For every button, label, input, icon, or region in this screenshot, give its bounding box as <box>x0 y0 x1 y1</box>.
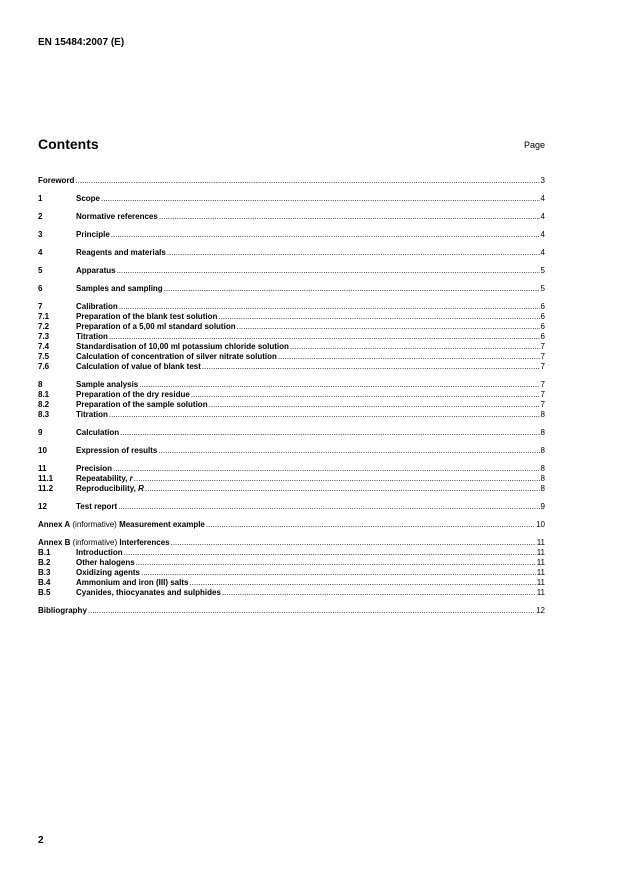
toc-entry[interactable] <box>38 230 545 240</box>
toc-entry-page: 11 <box>536 588 545 597</box>
toc-entry[interactable] <box>38 446 545 456</box>
toc-dot-leader <box>118 502 539 512</box>
toc-dot-leader <box>206 520 535 530</box>
toc-entry-page: 8 <box>540 428 545 437</box>
toc-entry-title-text: Standardisation of 10,00 ml potassium chloride solution <box>76 342 289 351</box>
toc-entry[interactable] <box>38 302 545 312</box>
toc-entry-number: B.4 <box>38 578 51 587</box>
toc-entry-title-text: Preparation of a 5,00 ml standard solution <box>76 322 236 331</box>
toc-entry[interactable] <box>38 606 545 616</box>
toc-entry-number: B.3 <box>38 568 51 577</box>
toc-dot-leader <box>75 176 539 186</box>
toc-dot-leader <box>237 322 540 332</box>
toc-entry-title <box>76 332 108 342</box>
toc-entry-title-text: Repeatability, <box>76 474 130 483</box>
toc-entry-page: 10 <box>536 520 545 529</box>
toc-entry-title <box>38 538 170 548</box>
toc-entry-title-text: Introduction <box>76 548 123 557</box>
toc-entry-number: 11.1 <box>38 474 54 483</box>
toc-entry[interactable] <box>38 400 545 410</box>
toc-entry-title-text: Expression of results <box>76 446 158 455</box>
toc-entry-number: 8.3 <box>38 410 50 419</box>
toc-entry-title-text: Ammonium and iron (III) salts <box>76 578 189 587</box>
toc-dot-leader <box>139 380 539 390</box>
toc-entry-title-text: Preparation of the blank test solution <box>76 312 218 321</box>
toc-entry-title-text: Calculation of concentration of silver nitrate solution <box>76 352 277 361</box>
toc-entry-number: 7.4 <box>38 342 50 351</box>
contents-title: Contents <box>38 136 99 152</box>
toc-dot-leader <box>278 352 540 362</box>
toc-entry-title <box>76 484 144 494</box>
toc-entry-number: 12 <box>38 502 47 511</box>
toc-entry-page: 8 <box>540 446 545 455</box>
toc-entry-title <box>76 248 166 258</box>
toc-entry-title <box>76 568 140 578</box>
toc-entry-annex-title: Interferences <box>119 538 170 547</box>
toc-entry-annex-type: (informative) <box>70 538 120 547</box>
toc-entry-page: 7 <box>540 352 545 361</box>
toc-entry-title-text: Calculation of value of blank test <box>76 362 201 371</box>
toc-entry-title <box>76 322 236 332</box>
toc-entry-page: 5 <box>540 284 545 293</box>
toc-entry-number: 2 <box>38 212 43 221</box>
toc-dot-leader <box>171 538 536 548</box>
toc-entry-number: 4 <box>38 248 43 257</box>
toc-entry-page: 11 <box>536 558 545 567</box>
toc-entry-title <box>76 312 217 322</box>
toc-dot-leader <box>222 588 536 598</box>
toc-entry-title <box>76 380 138 390</box>
toc-entry-page: 4 <box>540 230 545 239</box>
toc-entry-title-text: Principle <box>76 230 110 239</box>
toc-entry-title <box>76 410 108 420</box>
toc-dot-leader <box>167 248 540 258</box>
toc-entry[interactable] <box>38 176 545 186</box>
toc-entry-number: 7 <box>38 302 43 311</box>
toc-entry-number: 7.2 <box>38 322 50 331</box>
toc-entry-number: 7.6 <box>38 362 50 371</box>
toc-entry-number: 3 <box>38 230 43 239</box>
toc-entry[interactable] <box>38 322 545 332</box>
toc-dot-leader <box>141 568 536 578</box>
toc-entry-title-text: Scope <box>76 194 101 203</box>
toc-entry-title-text: Samples and sampling <box>76 284 163 293</box>
toc-entry-title <box>76 302 118 312</box>
toc-entry-title-text: Bibliography <box>38 606 87 615</box>
toc-entry-page: 6 <box>540 312 545 321</box>
toc-entry-number: B.5 <box>38 588 51 597</box>
document-header: EN 15484:2007 (E) <box>38 37 125 48</box>
table-of-contents <box>38 176 545 616</box>
toc-entry[interactable] <box>38 410 545 420</box>
toc-entry-title <box>76 362 201 372</box>
toc-dot-leader <box>218 312 539 322</box>
toc-entry[interactable] <box>38 194 545 204</box>
toc-entry-title-text: Normative references <box>76 212 158 221</box>
toc-entry-title <box>76 352 277 362</box>
toc-entry-title <box>76 578 188 588</box>
toc-entry-page: 9 <box>540 502 545 511</box>
toc-entry-page: 11 <box>536 538 545 547</box>
toc-entry[interactable] <box>38 474 545 484</box>
toc-entry-title-text: Cyanides, thiocyanates and sulphides <box>76 588 221 597</box>
toc-entry-page: 8 <box>540 410 545 419</box>
toc-entry-title <box>76 284 163 294</box>
toc-dot-leader <box>290 342 540 352</box>
toc-entry-title-text: Calibration <box>76 302 118 311</box>
toc-dot-leader <box>191 390 540 400</box>
toc-dot-leader <box>159 212 540 222</box>
toc-entry[interactable] <box>38 428 545 438</box>
toc-entry-number: 7.1 <box>38 312 50 321</box>
toc-entry-symbol: R <box>138 484 144 493</box>
toc-dot-leader <box>202 362 540 372</box>
toc-entry-title-text: Preparation of the sample solution <box>76 400 208 409</box>
toc-entry-number: 9 <box>38 428 43 437</box>
toc-entry-title-text: Reproducibility, <box>76 484 139 493</box>
toc-entry-number: 7.3 <box>38 332 50 341</box>
toc-entry-page: 12 <box>536 606 545 615</box>
toc-entry[interactable] <box>38 390 545 400</box>
toc-entry-page: 7 <box>540 390 545 399</box>
toc-entry-title-text: Test report <box>76 502 118 511</box>
toc-entry[interactable] <box>38 352 545 362</box>
toc-dot-leader <box>136 558 536 568</box>
toc-dot-leader <box>134 474 540 484</box>
toc-entry-page: 7 <box>540 380 545 389</box>
toc-dot-leader <box>120 428 539 438</box>
toc-entry[interactable] <box>38 312 545 322</box>
toc-dot-leader <box>113 464 540 474</box>
toc-dot-leader <box>209 400 540 410</box>
toc-entry-title <box>76 400 208 410</box>
toc-entry-title <box>76 446 157 456</box>
toc-dot-leader <box>111 230 540 240</box>
toc-entry-number: 7.5 <box>38 352 50 361</box>
toc-entry[interactable] <box>38 284 545 294</box>
toc-entry[interactable] <box>38 568 545 578</box>
toc-entry-title-text: Reagents and materials <box>76 248 166 257</box>
toc-entry-number: 11.2 <box>38 484 54 493</box>
toc-dot-leader <box>119 302 540 312</box>
toc-entry-title-text: Foreword <box>38 176 75 185</box>
toc-dot-leader <box>101 194 540 204</box>
toc-entry-number: 6 <box>38 284 43 293</box>
toc-entry-page: 4 <box>540 212 545 221</box>
toc-entry-title <box>76 390 190 400</box>
toc-entry-title <box>38 176 74 186</box>
toc-entry-number: 8.2 <box>38 400 50 409</box>
toc-entry[interactable] <box>38 380 545 390</box>
toc-entry-title <box>76 428 119 438</box>
toc-entry-annex-title: Measurement example <box>119 520 205 529</box>
toc-entry-title-text: Titration <box>76 332 108 341</box>
toc-entry[interactable] <box>38 548 545 558</box>
toc-entry-page: 8 <box>540 484 545 493</box>
toc-entry-page: 6 <box>540 332 545 341</box>
toc-entry-page: 6 <box>540 302 545 311</box>
toc-entry-number: 10 <box>38 446 47 455</box>
toc-entry[interactable] <box>38 266 545 276</box>
toc-entry-page: 3 <box>540 176 545 185</box>
toc-entry-title-text: Sample analysis <box>76 380 139 389</box>
toc-entry[interactable] <box>38 248 545 258</box>
toc-dot-leader <box>145 484 540 494</box>
toc-entry[interactable] <box>38 212 545 222</box>
toc-entry-title <box>76 230 110 240</box>
toc-entry[interactable] <box>38 588 545 598</box>
toc-entry-title-text: Other halogens <box>76 558 135 567</box>
toc-entry-annex-type: (informative) <box>70 520 120 529</box>
toc-entry-title-text: Calculation <box>76 428 120 437</box>
toc-entry-title <box>76 194 100 204</box>
toc-entry[interactable] <box>38 332 545 342</box>
toc-dot-leader <box>117 266 540 276</box>
toc-entry-page: 11 <box>536 568 545 577</box>
toc-entry-title-text: Oxidizing agents <box>76 568 141 577</box>
toc-entry-title <box>76 548 123 558</box>
toc-entry[interactable] <box>38 362 545 372</box>
toc-entry-page: 11 <box>536 578 545 587</box>
toc-entry-number: 11 <box>38 464 47 473</box>
toc-entry-title <box>76 342 289 352</box>
toc-dot-leader <box>124 548 536 558</box>
toc-entry-number: 8.1 <box>38 390 50 399</box>
toc-entry-page: 4 <box>540 194 545 203</box>
toc-entry-page: 4 <box>540 248 545 257</box>
toc-dot-leader <box>88 606 535 616</box>
toc-entry-page: 7 <box>540 362 545 371</box>
toc-dot-leader <box>158 446 539 456</box>
toc-entry-title <box>76 558 135 568</box>
toc-entry-title <box>76 588 221 598</box>
toc-entry-title <box>38 520 205 530</box>
toc-entry-title <box>76 502 117 512</box>
toc-entry-title <box>76 474 133 484</box>
toc-entry[interactable] <box>38 558 545 568</box>
toc-entry[interactable] <box>38 342 545 352</box>
toc-dot-leader <box>109 332 540 342</box>
toc-entry-title <box>76 464 112 474</box>
toc-entry-page: 7 <box>540 342 545 351</box>
toc-entry-number: 8 <box>38 380 43 389</box>
toc-dot-leader <box>109 410 540 420</box>
toc-entry-page: 5 <box>540 266 545 275</box>
toc-entry-title <box>38 606 87 616</box>
toc-entry[interactable] <box>38 520 545 530</box>
page-number: 2 <box>38 835 44 846</box>
toc-entry-number: B.1 <box>38 548 51 557</box>
toc-entry-title-text: Apparatus <box>76 266 116 275</box>
toc-entry-number: B.2 <box>38 558 51 567</box>
toc-entry-title-text: Precision <box>76 464 113 473</box>
toc-entry-title-text: Annex B <box>38 538 71 547</box>
page-column-label: Page <box>523 140 545 150</box>
toc-entry-page: 11 <box>536 548 545 557</box>
toc-entry-number: 5 <box>38 266 43 275</box>
toc-entry[interactable] <box>38 578 545 588</box>
toc-dot-leader <box>189 578 535 588</box>
toc-entry[interactable] <box>38 464 545 474</box>
toc-entry-title <box>76 212 158 222</box>
toc-entry-page: 8 <box>540 474 545 483</box>
toc-entry-title-text: Annex A <box>38 520 71 529</box>
toc-entry-page: 8 <box>540 464 545 473</box>
toc-entry[interactable] <box>38 538 545 548</box>
toc-entry-number: 1 <box>38 194 43 203</box>
toc-entry[interactable] <box>38 484 545 494</box>
toc-dot-leader <box>164 284 540 294</box>
toc-entry-page: 7 <box>540 400 545 409</box>
toc-entry-title-text: Titration <box>76 410 108 419</box>
toc-entry-page: 6 <box>540 322 545 331</box>
toc-entry-symbol: r <box>129 474 133 483</box>
toc-entry-title <box>76 266 116 276</box>
toc-entry[interactable] <box>38 502 545 512</box>
toc-entry-title-text: Preparation of the dry residue <box>76 390 190 399</box>
